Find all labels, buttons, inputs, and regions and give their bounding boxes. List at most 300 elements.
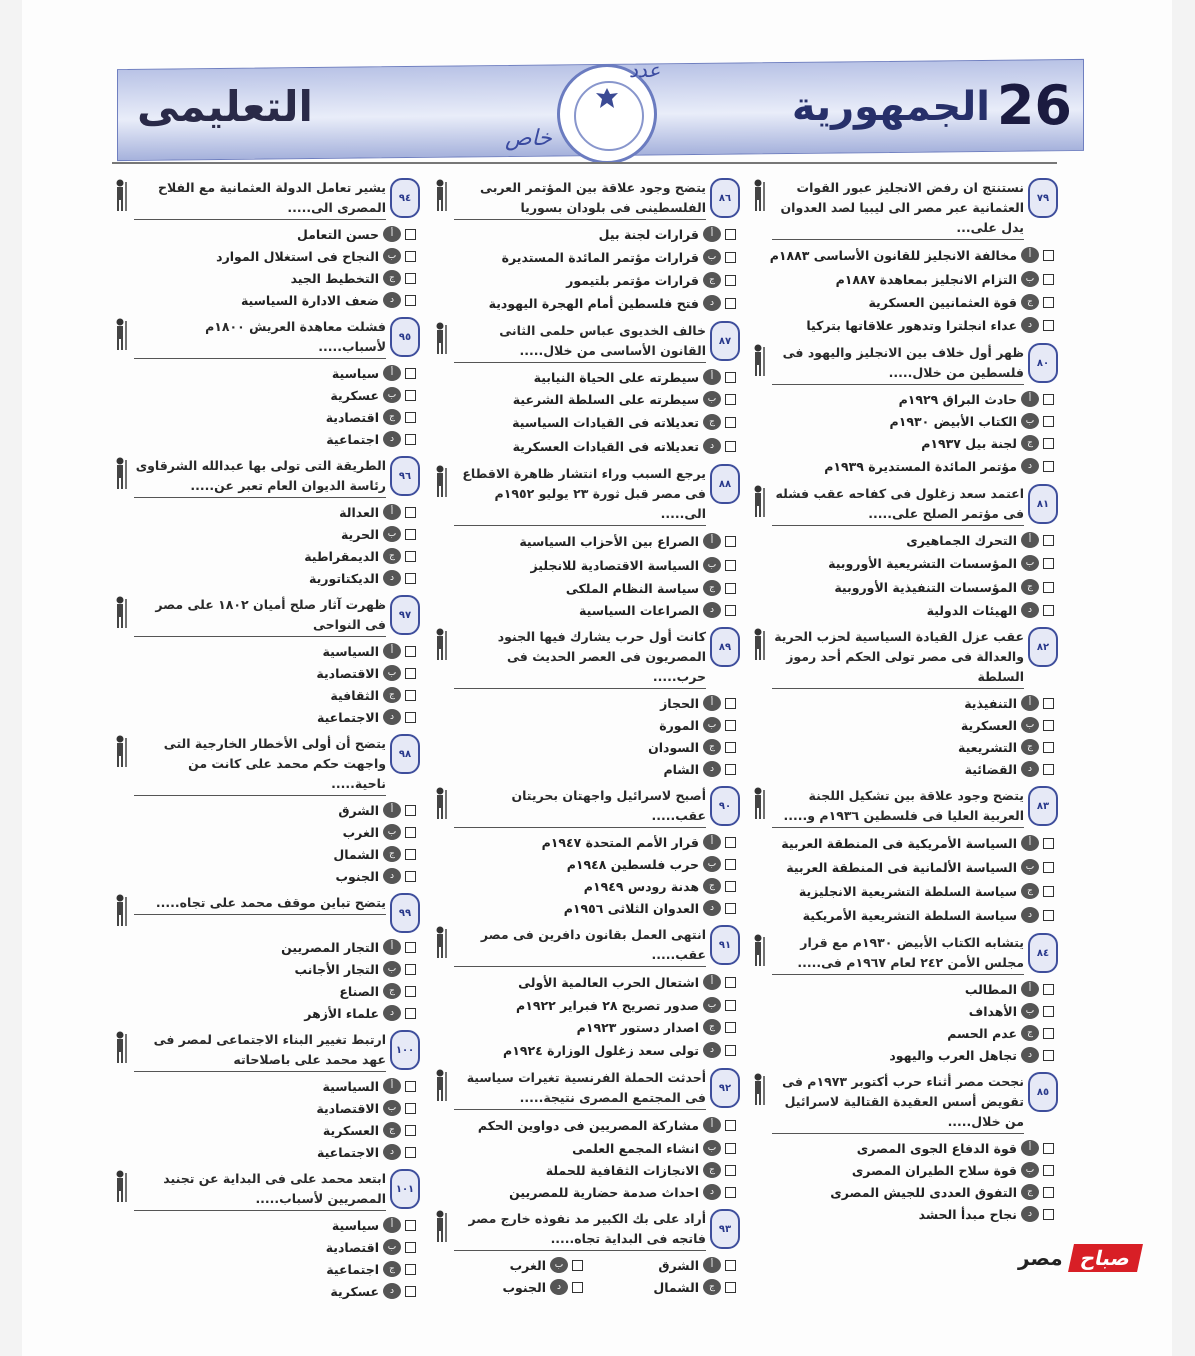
question-text: يتشابه الكتاب الأبيض ١٩٣٠م مع قرار مجلس الأمن ٢٤٢ لعام ١٩٦٧م فى..... — [772, 933, 1024, 975]
answer-checkbox[interactable] — [405, 964, 416, 975]
answer-option[interactable] — [430, 970, 736, 994]
option-letter: ب — [1021, 717, 1039, 733]
question-header — [110, 893, 420, 933]
answer-option[interactable] — [748, 529, 1054, 551]
answer-option[interactable] — [430, 1113, 736, 1137]
answer-checkbox[interactable] — [405, 1103, 416, 1114]
answer-checkbox[interactable] — [725, 252, 736, 263]
option-text: السياسية — [322, 643, 379, 659]
question-block — [430, 178, 740, 315]
answer-option[interactable] — [110, 406, 416, 428]
option-text: السياسة الأمريكية فى المنطقة العربية — [781, 835, 1017, 851]
question-block — [110, 317, 420, 450]
question-header — [748, 178, 1058, 240]
pharaoh-figure-icon — [748, 178, 768, 212]
question-block — [430, 627, 740, 780]
option-text: تجاهل العرب واليهود — [889, 1047, 1017, 1063]
answer-checkbox[interactable] — [405, 551, 416, 562]
answer-checkbox[interactable] — [725, 1045, 736, 1056]
answer-checkbox[interactable] — [725, 977, 736, 988]
answer-checkbox[interactable] — [725, 1165, 736, 1176]
option-text: لجنة بيل ١٩٣٧م — [921, 435, 1017, 451]
answer-option[interactable] — [748, 736, 1054, 758]
option-text: الأهداف — [968, 1003, 1017, 1019]
answer-option[interactable] — [748, 313, 1054, 337]
answer-option[interactable] — [430, 291, 736, 315]
option-letter: ج — [383, 983, 401, 999]
answer-checkbox[interactable] — [725, 698, 736, 709]
question-block — [430, 786, 740, 919]
option-letter: ج — [703, 1162, 721, 1178]
option-text: الصناع — [339, 983, 379, 999]
option-text: التزام الانجليز بمعاهدة ١٨٨٧م — [835, 271, 1017, 287]
question-text: نجحت مصر أثناء حرب أكتوبر ١٩٧٣م فى تقويض أسس العقيدة القتالية لاسرائيل من خلال..... — [772, 1072, 1024, 1134]
answer-option[interactable] — [110, 428, 416, 450]
question-number-badge — [710, 321, 740, 361]
answer-option[interactable] — [110, 706, 416, 728]
answer-option[interactable] — [110, 1214, 416, 1236]
answer-checkbox[interactable] — [725, 1022, 736, 1033]
options-list — [110, 640, 420, 728]
option-text: تولى سعد زغلول الوزارة ١٩٢٤م — [503, 1042, 699, 1058]
option-text: تعديلاته فى القيادات السياسية — [512, 414, 699, 430]
answer-option[interactable] — [110, 384, 416, 406]
answer-checkbox[interactable] — [405, 1264, 416, 1275]
answer-checkbox[interactable] — [405, 805, 416, 816]
option-text: سياسة السلطة التشريعية الأمريكية — [802, 907, 1017, 923]
question-header — [430, 178, 740, 220]
answer-option[interactable] — [748, 1022, 1054, 1044]
question-header — [430, 321, 740, 363]
options-list — [110, 799, 420, 887]
option-text: صدور تصريح ٢٨ فبراير ١٩٢٢م — [516, 997, 699, 1013]
answer-option[interactable] — [748, 551, 1054, 575]
answer-option[interactable] — [110, 523, 416, 545]
question-number: ٩٥ — [398, 331, 412, 343]
answer-checkbox[interactable] — [405, 1147, 416, 1158]
answer-checkbox[interactable] — [405, 1081, 416, 1092]
answer-option[interactable] — [430, 758, 736, 780]
answer-option[interactable] — [110, 1141, 416, 1163]
option-letter: ب — [1021, 1162, 1039, 1178]
answer-checkbox[interactable] — [725, 394, 736, 405]
answer-checkbox[interactable] — [405, 434, 416, 445]
answer-checkbox[interactable] — [725, 720, 736, 731]
answer-option[interactable] — [110, 1075, 416, 1097]
answer-checkbox[interactable] — [405, 690, 416, 701]
answer-option[interactable] — [583, 1254, 736, 1276]
answer-option[interactable] — [430, 388, 736, 410]
options-list — [748, 529, 1058, 621]
answer-option[interactable] — [748, 855, 1054, 879]
question-number: ٨٩ — [718, 641, 732, 653]
answer-checkbox[interactable] — [725, 859, 736, 870]
answer-option[interactable] — [748, 1181, 1054, 1203]
option-letter: أ — [1021, 835, 1039, 851]
answer-checkbox[interactable] — [1043, 297, 1054, 308]
answer-checkbox[interactable] — [1043, 910, 1054, 921]
option-letter: ب — [383, 1100, 401, 1116]
answer-checkbox[interactable] — [572, 1282, 583, 1293]
answer-option[interactable] — [110, 362, 416, 384]
option-letter: د — [383, 1283, 401, 1299]
answer-option[interactable] — [430, 245, 736, 269]
answer-checkbox[interactable] — [725, 1000, 736, 1011]
answer-checkbox[interactable] — [1043, 1209, 1054, 1220]
answer-checkbox[interactable] — [1043, 862, 1054, 873]
answer-checkbox[interactable] — [725, 764, 736, 775]
answer-checkbox[interactable] — [725, 1143, 736, 1154]
question-text: يرجع السبب وراء انتشار ظاهرة الاقطاع فى مصر قبل ثورة ٢٣ يوليو ١٩٥٢م الى..... — [454, 464, 706, 526]
option-letter: د — [383, 292, 401, 308]
pharaoh-figure-icon — [110, 317, 130, 351]
answer-checkbox[interactable] — [572, 1260, 583, 1271]
question-block — [110, 734, 420, 887]
question-block — [430, 1209, 740, 1298]
answer-option[interactable] — [110, 1097, 416, 1119]
answer-option[interactable] — [430, 529, 736, 553]
answer-option[interactable] — [430, 1159, 736, 1181]
option-letter: ج — [1021, 883, 1039, 899]
question-header — [748, 786, 1058, 828]
answer-checkbox[interactable] — [1043, 1050, 1054, 1061]
answer-checkbox[interactable] — [405, 668, 416, 679]
answer-checkbox[interactable] — [1043, 1165, 1054, 1176]
answer-checkbox[interactable] — [405, 1220, 416, 1231]
pharaoh-figure-icon — [430, 178, 450, 212]
answer-option[interactable] — [748, 879, 1054, 903]
question-block — [748, 178, 1058, 337]
option-letter: أ — [703, 226, 721, 242]
answer-option[interactable] — [430, 1016, 736, 1038]
answer-checkbox[interactable] — [1043, 1006, 1054, 1017]
answer-option[interactable] — [110, 545, 416, 567]
answer-checkbox[interactable] — [1043, 1028, 1054, 1039]
answer-checkbox[interactable] — [1043, 320, 1054, 331]
answer-option[interactable] — [430, 692, 736, 714]
answer-checkbox[interactable] — [725, 903, 736, 914]
answer-checkbox[interactable] — [725, 536, 736, 547]
answer-option[interactable] — [110, 267, 416, 289]
answer-checkbox[interactable] — [405, 646, 416, 657]
answer-option[interactable] — [110, 936, 416, 958]
question-number-badge — [710, 1209, 740, 1249]
option-text: التفوق العددى للجيش المصرى — [830, 1184, 1017, 1200]
option-text: التحرك الجماهيرى — [906, 532, 1017, 548]
options-list — [430, 1254, 740, 1298]
pharaoh-figure-icon — [110, 1030, 130, 1064]
options-list — [748, 388, 1058, 478]
answer-option[interactable] — [430, 1181, 736, 1203]
question-header — [430, 1068, 740, 1110]
answer-checkbox[interactable] — [1043, 582, 1054, 593]
answer-option[interactable] — [430, 577, 736, 599]
answer-option[interactable] — [583, 1276, 736, 1298]
answer-checkbox[interactable] — [1043, 438, 1054, 449]
answer-option[interactable] — [430, 269, 736, 291]
answer-checkbox[interactable] — [725, 742, 736, 753]
answer-option[interactable] — [430, 714, 736, 736]
option-letter: ج — [1021, 579, 1039, 595]
answer-option[interactable] — [430, 853, 736, 875]
pharaoh-figure-icon — [110, 178, 130, 212]
answer-checkbox[interactable] — [1043, 838, 1054, 849]
answer-checkbox[interactable] — [405, 573, 416, 584]
option-text: القضائية — [964, 761, 1017, 777]
answer-option[interactable] — [748, 432, 1054, 454]
option-letter: أ — [383, 1217, 401, 1233]
answer-checkbox[interactable] — [725, 837, 736, 848]
answer-checkbox[interactable] — [1043, 1187, 1054, 1198]
answer-checkbox[interactable] — [1043, 394, 1054, 405]
answer-option[interactable] — [430, 831, 736, 853]
question-block — [430, 321, 740, 458]
answer-option[interactable] — [110, 662, 416, 684]
answer-option[interactable] — [748, 575, 1054, 599]
question-number: ١٠١ — [395, 1183, 415, 1195]
answer-checkbox[interactable] — [1043, 1143, 1054, 1154]
option-letter: ج — [1021, 739, 1039, 755]
option-text: الشرق — [338, 802, 379, 818]
answer-checkbox[interactable] — [1043, 250, 1054, 261]
option-text: اجتماعية — [326, 1261, 379, 1277]
option-letter: د — [383, 570, 401, 586]
answer-checkbox[interactable] — [405, 229, 416, 240]
answer-option[interactable] — [110, 865, 416, 887]
answer-option[interactable] — [748, 410, 1054, 432]
answer-checkbox[interactable] — [1043, 274, 1054, 285]
option-letter: ج — [383, 687, 401, 703]
option-text: اصدار دستور ١٩٢٣م — [576, 1019, 699, 1035]
answer-option[interactable] — [110, 1236, 416, 1258]
question-number-badge — [1028, 786, 1058, 826]
pharaoh-figure-icon — [110, 595, 130, 629]
answer-checkbox[interactable] — [725, 441, 736, 452]
answer-option[interactable] — [748, 1137, 1054, 1159]
answer-checkbox[interactable] — [1043, 742, 1054, 753]
answer-option[interactable] — [110, 799, 416, 821]
answer-option[interactable] — [748, 243, 1054, 267]
answer-checkbox[interactable] — [405, 1242, 416, 1253]
answer-checkbox[interactable] — [405, 295, 416, 306]
question-header — [430, 464, 740, 526]
answer-checkbox[interactable] — [405, 986, 416, 997]
answer-option[interactable] — [430, 434, 736, 458]
answer-checkbox[interactable] — [725, 560, 736, 571]
answer-checkbox[interactable] — [725, 583, 736, 594]
answer-option[interactable] — [748, 599, 1054, 621]
answer-option[interactable] — [110, 684, 416, 706]
pharaoh-figure-icon — [748, 786, 768, 820]
option-letter: ب — [1021, 555, 1039, 571]
answer-option[interactable] — [110, 980, 416, 1002]
pharaoh-figure-icon — [748, 627, 768, 661]
answer-option[interactable] — [430, 553, 736, 577]
answer-checkbox[interactable] — [725, 275, 736, 286]
answer-checkbox[interactable] — [725, 1187, 736, 1198]
option-letter: أ — [1021, 391, 1039, 407]
answer-checkbox[interactable] — [1043, 461, 1054, 472]
answer-option[interactable] — [748, 388, 1054, 410]
question-header — [748, 343, 1058, 385]
answer-option[interactable] — [748, 291, 1054, 313]
option-letter: ب — [703, 1140, 721, 1156]
options-list — [430, 1113, 740, 1203]
answer-option[interactable] — [110, 958, 416, 980]
option-letter: ج — [1021, 294, 1039, 310]
answer-option[interactable] — [748, 714, 1054, 736]
option-letter: د — [703, 1184, 721, 1200]
answer-option[interactable] — [110, 821, 416, 843]
question-header — [430, 627, 740, 689]
answer-option[interactable] — [110, 567, 416, 589]
answer-checkbox[interactable] — [1043, 558, 1054, 569]
answer-option[interactable] — [430, 875, 736, 897]
answer-option[interactable] — [748, 1159, 1054, 1181]
answer-option[interactable] — [748, 758, 1054, 780]
answer-checkbox[interactable] — [405, 390, 416, 401]
option-text: الشام — [663, 761, 699, 777]
answer-option[interactable] — [430, 223, 736, 245]
answer-option[interactable] — [430, 736, 736, 758]
option-letter: ج — [703, 878, 721, 894]
answer-checkbox[interactable] — [725, 372, 736, 383]
answer-checkbox[interactable] — [405, 251, 416, 262]
answer-checkbox[interactable] — [1043, 535, 1054, 546]
answer-option[interactable] — [430, 1254, 583, 1276]
question-number-badge — [390, 893, 420, 933]
answer-checkbox[interactable] — [405, 827, 416, 838]
question-number: ٨٤ — [1036, 947, 1050, 959]
logo-black-word: مصر — [1018, 1246, 1063, 1270]
question-header — [748, 1072, 1058, 1134]
answer-checkbox[interactable] — [1043, 416, 1054, 427]
answer-checkbox[interactable] — [405, 942, 416, 953]
option-text: قرارات مؤتمر بلتيمور — [566, 272, 699, 288]
answer-option[interactable] — [110, 1119, 416, 1141]
answer-option[interactable] — [110, 223, 416, 245]
answer-option[interactable] — [110, 843, 416, 865]
answer-checkbox[interactable] — [405, 529, 416, 540]
answer-option[interactable] — [430, 1276, 583, 1298]
option-text: سياسية — [331, 365, 379, 381]
question-header — [110, 595, 420, 637]
answer-checkbox[interactable] — [405, 507, 416, 518]
answer-checkbox[interactable] — [405, 1286, 416, 1297]
answer-option[interactable] — [748, 692, 1054, 714]
answer-option[interactable] — [748, 903, 1054, 927]
answer-option[interactable] — [110, 640, 416, 662]
question-number: ٩٦ — [398, 470, 412, 482]
answer-option[interactable] — [748, 454, 1054, 478]
answer-option[interactable] — [748, 1044, 1054, 1066]
answer-checkbox[interactable] — [725, 1260, 736, 1271]
answer-checkbox[interactable] — [1043, 698, 1054, 709]
answer-option[interactable] — [748, 831, 1054, 855]
question-number: ٨٣ — [1036, 800, 1050, 812]
question-header — [748, 484, 1058, 526]
option-letter: أ — [1021, 1140, 1039, 1156]
option-text: حادث البراق ١٩٢٩م — [898, 391, 1017, 407]
answer-checkbox[interactable] — [725, 605, 736, 616]
answer-checkbox[interactable] — [725, 417, 736, 428]
answer-checkbox[interactable] — [405, 871, 416, 882]
option-text: عدم الحسم — [947, 1025, 1017, 1041]
answer-option[interactable] — [110, 289, 416, 311]
section-title: التعليمى — [137, 82, 313, 131]
answer-checkbox[interactable] — [405, 1125, 416, 1136]
answer-option[interactable] — [430, 1137, 736, 1159]
answer-checkbox[interactable] — [405, 1008, 416, 1019]
answer-option[interactable] — [748, 267, 1054, 291]
answer-checkbox[interactable] — [405, 849, 416, 860]
answer-checkbox[interactable] — [1043, 886, 1054, 897]
answer-option[interactable] — [430, 366, 736, 388]
answer-option[interactable] — [430, 1038, 736, 1062]
answer-checkbox[interactable] — [725, 1282, 736, 1293]
answer-checkbox[interactable] — [725, 298, 736, 309]
answer-checkbox[interactable] — [725, 881, 736, 892]
option-letter: ب — [1021, 859, 1039, 875]
question-number-badge — [390, 317, 420, 357]
question-header — [110, 1030, 420, 1072]
option-letter: د — [703, 602, 721, 618]
option-letter: ج — [383, 1261, 401, 1277]
answer-option[interactable] — [430, 897, 736, 919]
question-text: يتضح وجود علاقة بين تشكيل اللجنة العربية العليا فى فلسطين ١٩٣٦م و..... — [772, 786, 1024, 828]
answer-option[interactable] — [430, 599, 736, 621]
option-text: عسكرية — [330, 1283, 379, 1299]
question-header — [748, 933, 1058, 975]
question-number: ٨٠ — [1036, 357, 1050, 369]
newspaper-title: الجمهورية — [791, 84, 990, 130]
answer-checkbox[interactable] — [725, 1120, 736, 1131]
answer-checkbox[interactable] — [405, 712, 416, 723]
answer-option[interactable] — [110, 501, 416, 523]
question-number-badge — [390, 178, 420, 218]
answer-checkbox[interactable] — [1043, 720, 1054, 731]
answer-checkbox[interactable] — [405, 273, 416, 284]
option-text: سياسية — [331, 1217, 379, 1233]
option-letter: د — [550, 1279, 568, 1295]
question-block — [748, 933, 1058, 1066]
question-text: يشير تعامل الدولة العثمانية مع الفلاح المصرى الى..... — [134, 178, 386, 220]
question-number-badge — [710, 627, 740, 667]
answer-checkbox[interactable] — [1043, 764, 1054, 775]
option-text: نجاح مبدأ الحشد — [918, 1206, 1017, 1222]
answer-option[interactable] — [110, 245, 416, 267]
answer-option[interactable] — [430, 994, 736, 1016]
answer-option[interactable] — [110, 1002, 416, 1024]
answer-checkbox[interactable] — [405, 412, 416, 423]
answer-option[interactable] — [748, 1203, 1054, 1225]
answer-option[interactable] — [110, 1280, 416, 1302]
answer-checkbox[interactable] — [725, 229, 736, 240]
answer-option[interactable] — [748, 1000, 1054, 1022]
answer-checkbox[interactable] — [1043, 984, 1054, 995]
answer-checkbox[interactable] — [1043, 605, 1054, 616]
question-number-badge — [710, 178, 740, 218]
option-text: العسكرية — [960, 717, 1017, 733]
answer-option[interactable] — [748, 978, 1054, 1000]
answer-checkbox[interactable] — [405, 368, 416, 379]
option-letter: أ — [703, 695, 721, 711]
answer-option[interactable] — [430, 410, 736, 434]
answer-option[interactable] — [110, 1258, 416, 1280]
option-letter: ب — [703, 557, 721, 573]
option-text: اجتماعية — [326, 431, 379, 447]
question-number-badge — [390, 456, 420, 496]
